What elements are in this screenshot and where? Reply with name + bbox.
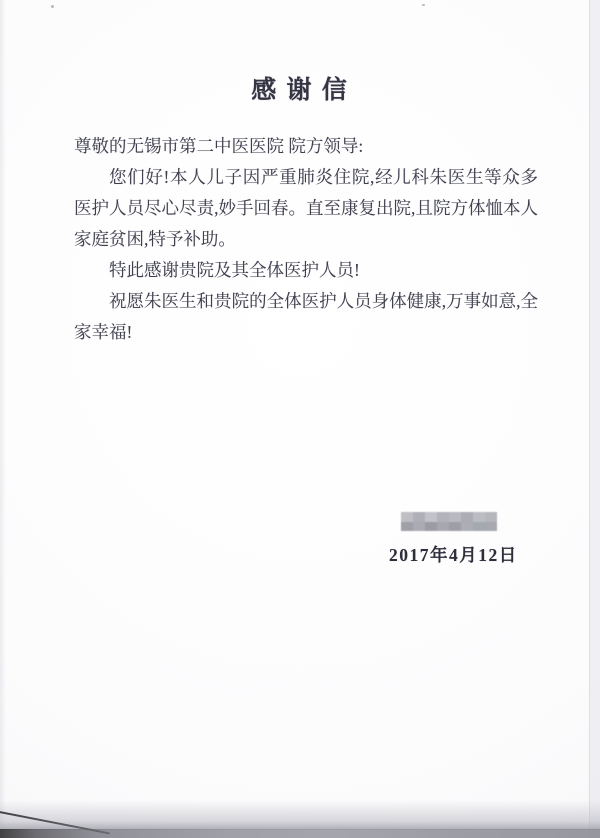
mosaic-cell (485, 512, 497, 522)
letter-paragraph: 特此感谢贵院及其全体医护人员! (109, 260, 360, 280)
letter-date: 2017年4月12日 (389, 545, 518, 565)
mosaic-cell (413, 522, 425, 532)
letter-title: 感 谢 信 (251, 77, 349, 104)
mosaic-cell (485, 522, 497, 532)
letter-paragraph: 您们好!本人儿子因严重肺炎住院,经儿科朱医生等众多医护人员尽心尽责,妙手回春。直至康复出院,且院方体恤本人家庭贫困,特予补助。 (74, 167, 538, 249)
mosaic-cell (437, 512, 449, 522)
mosaic-cell (401, 512, 413, 522)
mosaic-cell (425, 512, 437, 522)
letter-salutation: 尊敬的无锡市第二中医医院 院方领导: (74, 136, 364, 156)
paper-right-edge-shade (590, 0, 600, 838)
mosaic-cell (461, 512, 473, 522)
letter-paragraph: 祝愿朱医生和贵院的全体医护人员身体健康,万事如意,全家幸福! (74, 291, 538, 342)
dust-speck (51, 5, 54, 8)
mosaic-cell (437, 522, 449, 532)
paper-right-edge (589, 0, 590, 838)
redacted-signature (401, 512, 497, 531)
letter-body (74, 131, 538, 348)
mosaic-cell (425, 522, 437, 532)
dust-speck (422, 4, 425, 6)
mosaic-cell (461, 522, 473, 532)
mosaic-cell (473, 522, 485, 532)
mosaic-cell (413, 512, 425, 522)
paper-bottom-shadow (0, 800, 600, 830)
mosaic-cell (449, 522, 461, 532)
paper-left-edge (0, 0, 6, 838)
mosaic-cell (449, 512, 461, 522)
mosaic-cell (401, 522, 413, 532)
mosaic-cell (473, 512, 485, 522)
